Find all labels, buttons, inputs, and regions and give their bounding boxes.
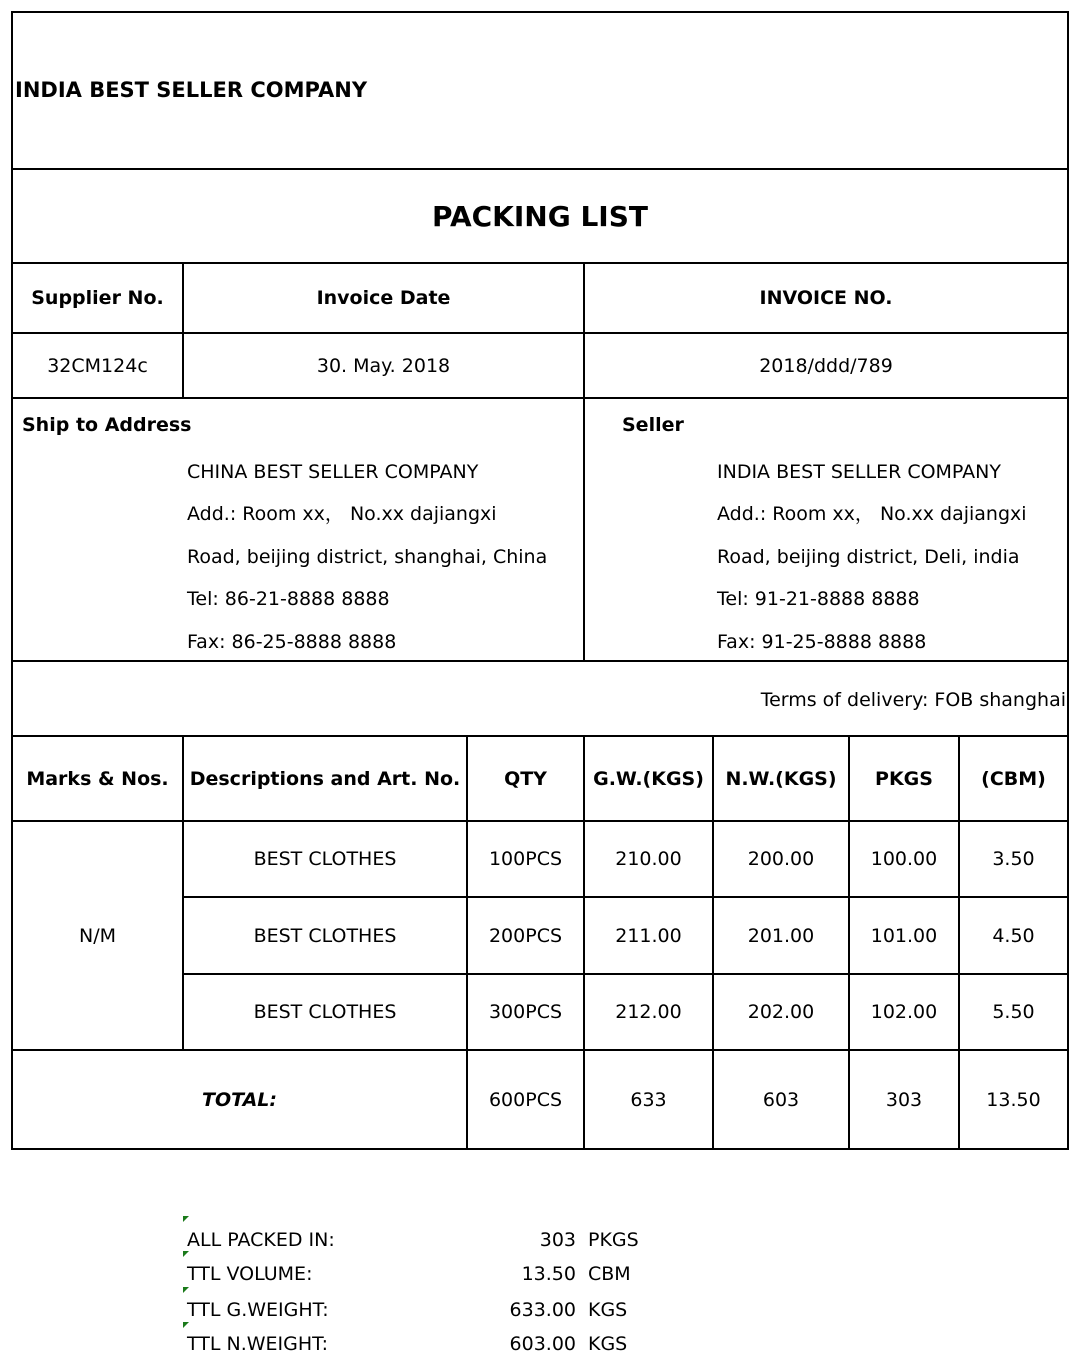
ship-to-label: Ship to Address	[22, 414, 192, 436]
column-header: G.W.(KGS)	[593, 767, 704, 790]
ship-to-line: Fax: 86-25-8888 8888	[187, 631, 397, 653]
column-header: Descriptions and Art. No.	[189, 767, 461, 790]
nw-cell: 201.00	[747, 924, 815, 947]
ship-to-line: Road, beijing district, shanghai, China	[187, 546, 548, 568]
invoice-no-value: 2018/ddd/789	[759, 354, 893, 377]
cbm-cell: 5.50	[992, 1001, 1035, 1023]
pkgs-cell: 101.00	[870, 924, 938, 947]
column-header: (CBM)	[981, 767, 1046, 790]
invoice-date-value: 30. May. 2018	[316, 354, 451, 377]
gw-cell: 212.00	[615, 1001, 682, 1023]
total-qty: 600PCS	[488, 1088, 563, 1111]
invoice-no-label: INVOICE NO.	[759, 287, 893, 309]
ship-to-line: CHINA BEST SELLER COMPANY	[187, 461, 479, 483]
supplier-no-label: Supplier No.	[31, 287, 164, 309]
qty-cell: 300PCS	[488, 1001, 563, 1023]
cbm-cell: 3.50	[992, 848, 1035, 870]
seller-line: Road, beijing district, Deli, india	[717, 546, 1020, 568]
ship-to-line: Tel: 86-21-8888 8888	[187, 588, 390, 610]
total-gw: 633	[630, 1088, 667, 1111]
seller-line: Fax: 91-25-8888 8888	[717, 631, 927, 653]
nw-cell: 200.00	[747, 848, 815, 870]
summary-value: 603.00	[509, 1333, 576, 1355]
supplier-no-value: 32CM124c	[47, 354, 148, 377]
ship-to-line: Add.: Room xx， No.xx dajiangxi	[187, 503, 497, 525]
summary-label: TTL G.WEIGHT:	[187, 1299, 329, 1321]
seller-line: INDIA BEST SELLER COMPANY	[717, 461, 1001, 483]
page-title: PACKING LIST	[432, 199, 648, 233]
summary-label: TTL VOLUME:	[187, 1263, 313, 1285]
gw-cell: 211.00	[615, 924, 682, 947]
pkgs-cell: 102.00	[870, 1001, 938, 1023]
summary-unit: PKGS	[588, 1229, 639, 1251]
total-nw: 603	[762, 1088, 800, 1111]
cell-comment-icon	[183, 1322, 189, 1328]
summary-value: 303	[539, 1229, 576, 1251]
company-name: INDIA BEST SELLER COMPANY	[15, 78, 368, 102]
nw-cell: 202.00	[747, 1001, 815, 1023]
total-pkgs: 303	[885, 1088, 923, 1111]
column-header: Marks & Nos.	[26, 767, 169, 790]
invoice-date-label: Invoice Date	[316, 287, 451, 309]
terms-of-delivery: Terms of delivery: FOB shanghai	[760, 689, 1066, 711]
summary-value: 13.50	[521, 1263, 576, 1285]
description-cell: BEST CLOTHES	[253, 848, 397, 870]
cell-comment-icon	[183, 1251, 189, 1257]
seller-line: Add.: Room xx， No.xx dajiangxi	[717, 503, 1027, 525]
total-label: TOTAL:	[201, 1088, 277, 1111]
marks-value: N/M	[78, 924, 116, 947]
column-header: PKGS	[875, 767, 933, 790]
cell-comment-icon	[183, 1216, 189, 1222]
description-cell: BEST CLOTHES	[253, 924, 397, 947]
column-header: N.W.(KGS)	[725, 767, 837, 790]
cell-comment-icon	[183, 1287, 189, 1293]
qty-cell: 100PCS	[488, 848, 563, 870]
summary-value: 633.00	[509, 1299, 576, 1321]
description-cell: BEST CLOTHES	[253, 1001, 397, 1023]
pkgs-cell: 100.00	[870, 848, 938, 870]
summary-label: TTL N.WEIGHT:	[187, 1333, 329, 1355]
seller-label: Seller	[622, 414, 684, 436]
qty-cell: 200PCS	[488, 924, 563, 947]
total-cbm: 13.50	[986, 1088, 1041, 1111]
summary-unit: CBM	[588, 1263, 631, 1285]
summary-label: ALL PACKED IN:	[187, 1229, 335, 1251]
summary-unit: KGS	[588, 1333, 628, 1355]
seller-line: Tel: 91-21-8888 8888	[717, 588, 920, 610]
summary-unit: KGS	[588, 1299, 628, 1321]
cbm-cell: 4.50	[992, 924, 1035, 947]
column-header: QTY	[504, 767, 547, 790]
gw-cell: 210.00	[615, 848, 682, 870]
